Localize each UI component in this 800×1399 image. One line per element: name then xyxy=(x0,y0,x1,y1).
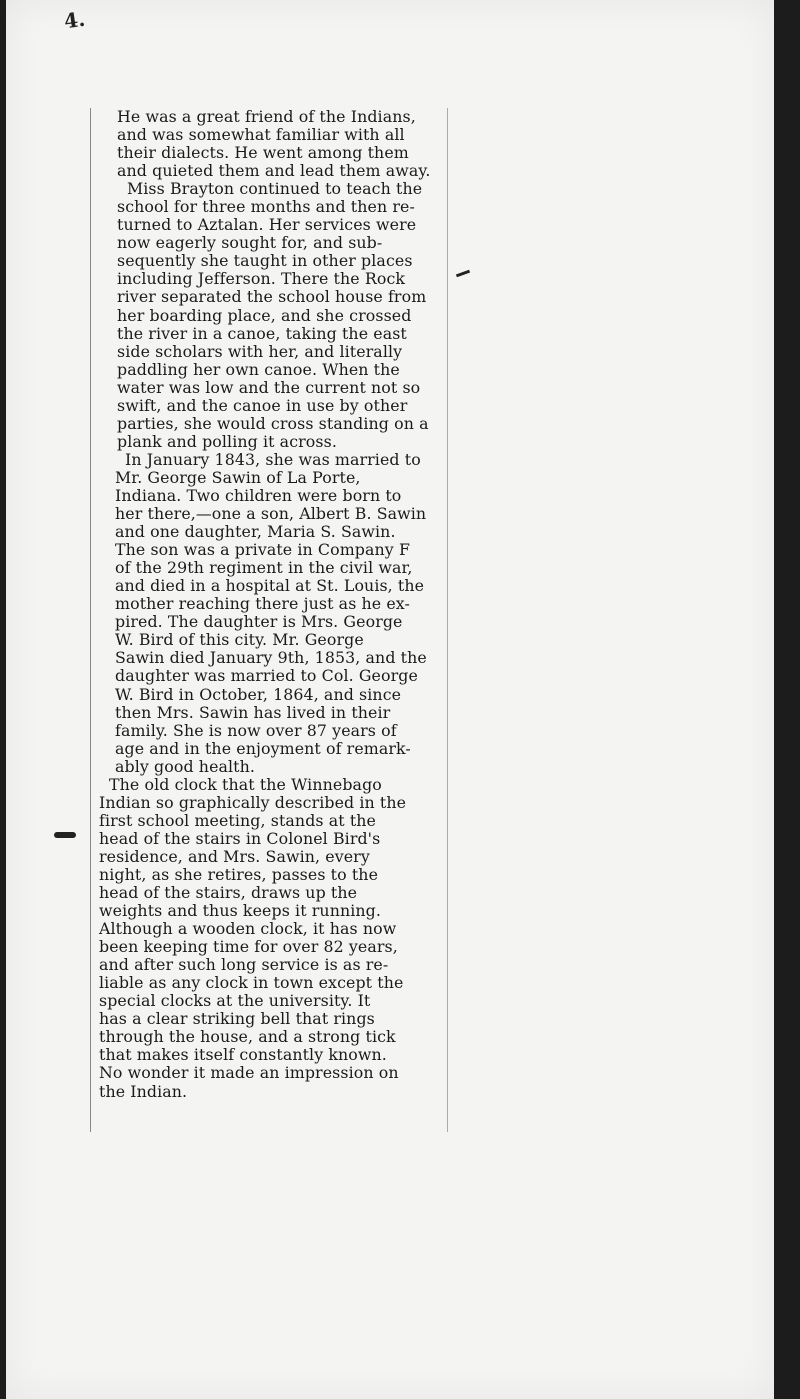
paragraph-2: Miss Brayton continued to teach the school for three months and then re- turned to Aztalan. Her services were now eagerly sought for, and sub- sequently she taught in other places including Jefferson. There the Rock river separated the school house from her boarding place, and she crossed the river in a canoe, taking the east side scholars with her, and literally paddling her own canoe. When the water was low and the current not so swift, and the canoe in use by other parties, she would cross standing on a plank and polling it across. xyxy=(117,179,429,451)
ink-mark xyxy=(456,270,470,278)
newspaper-clipping xyxy=(90,108,448,1132)
ink-smudge xyxy=(54,832,76,838)
paragraph-3: In January 1843, she was married to Mr. George Sawin of La Porte, Indiana. Two children were born to her there,—one a son, Albert B. Sawin and one daughter, Maria S. Sawin. The son was a private in Company F of the 29th regiment in the civil war, and died in a hospital at St. Louis, the mother reaching there just as he ex- pired. The daughter is Mrs. George W. Bird of this city. Mr. George Sawin died January 9th, 1853, and the daughter was married to Col. George W. Bird in October, 1864, and since then Mrs. Sawin has lived in their family. She is now over 87 years of age and in the enjoyment of remark- ably good health. xyxy=(115,449,427,776)
page-number: 4. xyxy=(62,6,87,34)
scanned-page xyxy=(6,0,774,1399)
paragraph-1: He was a great friend of the Indians, and was somewhat familiar with all their dialects. He went among them and quieted them and lead them away. xyxy=(117,107,431,181)
paragraph-4: The old clock that the Winnebago Indian so graphically described in the first school meeting, stands at the head of the stairs in Colonel Bird's residence, and Mrs. Sawin, every night, as she retires, passes to the head of the stairs, draws up the weights and thus keeps it running. Although a wooden clock, it has now been keeping time for over 82 years, and after such long service is as re- liable as any clock in town except the special clocks at the university. It has a clear striking bell that rings through the house, and a strong tick that makes itself constantly known. No wonder it made an impression on the Indian. xyxy=(99,774,407,1101)
